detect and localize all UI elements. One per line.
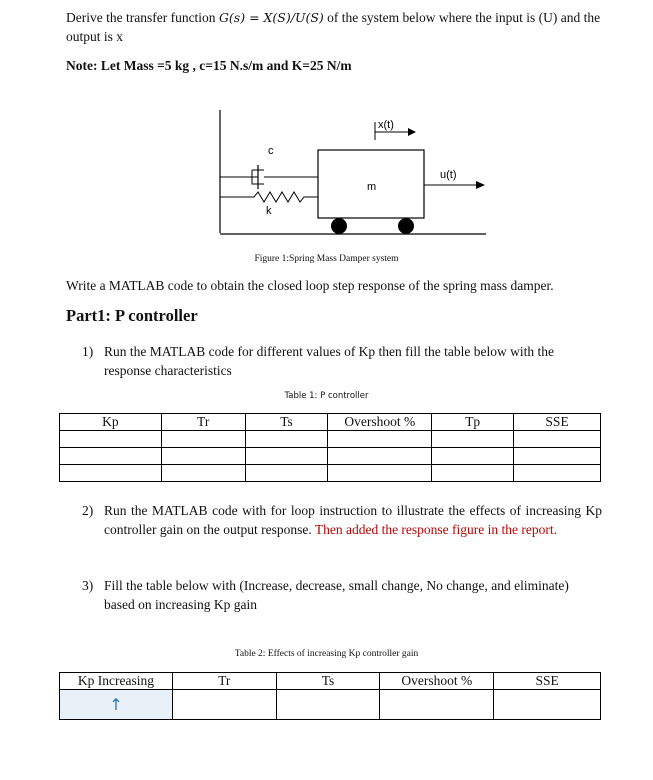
table-cell[interactable] <box>432 448 514 465</box>
label-c: c <box>268 145 274 157</box>
table-header-row <box>60 673 601 690</box>
list-item-number: 2) <box>82 503 94 518</box>
table-cell[interactable] <box>514 431 601 448</box>
table-cell[interactable] <box>161 448 245 465</box>
table-cell[interactable] <box>60 448 162 465</box>
spring-mass-damper-figure <box>218 108 488 243</box>
arrow-up-icon: ↑ <box>109 695 123 714</box>
kp-increasing-cell <box>60 690 173 720</box>
table-cell[interactable] <box>161 431 245 448</box>
table-cell[interactable] <box>172 690 276 720</box>
table-row <box>60 448 601 465</box>
header-kp-increasing: Kp Increasing <box>60 673 173 690</box>
table1-p-controller <box>59 413 601 482</box>
table-cell[interactable] <box>276 690 380 720</box>
table-cell[interactable] <box>514 448 601 465</box>
table-row <box>60 690 601 720</box>
note-parameters: Note: Let Mass =5 kg , c=15 N.s/m and K=25 N/m <box>66 58 352 73</box>
intro-post: of the system below where the input is (U) and the output is x <box>66 10 601 44</box>
table-cell[interactable] <box>494 690 601 720</box>
list-item-number: 1) <box>82 344 94 359</box>
wheel-left <box>331 218 347 234</box>
list-item-number: 3) <box>82 578 94 593</box>
label-u: u(t) <box>440 169 457 181</box>
table-row <box>60 465 601 482</box>
list-item-text-wrap <box>104 501 602 539</box>
label-k: k <box>266 205 272 217</box>
table1-caption: Table 1: P controller <box>284 391 369 401</box>
table2-kp-effects <box>59 672 601 720</box>
part1-heading: Part1: P controller <box>66 306 198 325</box>
label-m: m <box>367 181 377 193</box>
table-row <box>60 431 601 448</box>
header-overshoot: Overshoot % <box>380 673 494 690</box>
table-cell[interactable] <box>245 431 328 448</box>
table-cell[interactable] <box>245 465 328 482</box>
header-sse: SSE <box>514 414 601 431</box>
table-cell[interactable] <box>514 465 601 482</box>
u-arrow-head <box>476 181 485 189</box>
header-kp: Kp <box>60 414 162 431</box>
list-item-text: Fill the table below with (Increase, decrease, small change, No change, and eliminate) based on increasing Kp gain <box>104 578 569 612</box>
header-ts: Ts <box>276 673 380 690</box>
header-tr: Tr <box>172 673 276 690</box>
list-item-red-text: Then added the response figure in the report. <box>314 522 558 537</box>
spring-coil <box>220 192 318 202</box>
table-cell[interactable] <box>161 465 245 482</box>
table-cell[interactable] <box>60 465 162 482</box>
table-cell[interactable] <box>328 465 432 482</box>
table-cell[interactable] <box>328 448 432 465</box>
transfer-function-formula: G(s) = X(S)/U(S) <box>218 10 324 25</box>
table-header-row <box>60 414 601 431</box>
header-ts: Ts <box>245 414 328 431</box>
header-tr: Tr <box>161 414 245 431</box>
intro-paragraph <box>66 8 606 46</box>
table-cell[interactable] <box>432 431 514 448</box>
header-overshoot: Overshoot % <box>328 414 432 431</box>
table-cell[interactable] <box>380 690 494 720</box>
list-item-text: Run the MATLAB code with for loop instruction to illustrate the effects of increasing Kp controller gain on the output response. <box>104 503 602 537</box>
wheel-right <box>398 218 414 234</box>
table2-caption: Table 2: Effects of increasing Kp controller gain <box>234 649 419 659</box>
figure-caption: Figure 1:Spring Mass Damper system <box>254 254 399 264</box>
label-x: x(t) <box>378 119 394 131</box>
list-item-text: Run the MATLAB code for different values of Kp then fill the table below with the response characteristics <box>104 344 555 378</box>
intro-pre: Derive the transfer function <box>66 10 219 25</box>
table-cell[interactable] <box>432 465 514 482</box>
header-tp: Tp <box>432 414 514 431</box>
table-cell[interactable] <box>60 431 162 448</box>
table-cell[interactable] <box>245 448 328 465</box>
write-code-instruction: Write a MATLAB code to obtain the closed loop step response of the spring mass damper. <box>66 278 554 293</box>
x-arrow-head <box>408 128 416 136</box>
header-sse: SSE <box>494 673 601 690</box>
table-cell[interactable] <box>328 431 432 448</box>
